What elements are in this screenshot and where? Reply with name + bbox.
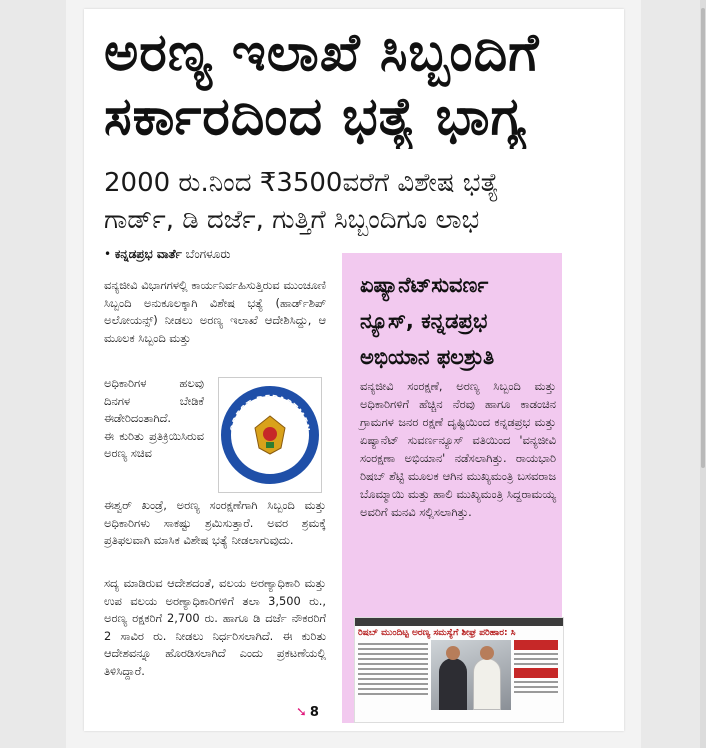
clipping-side-column (514, 640, 558, 710)
sidebar-headline (360, 267, 556, 375)
subheadline (104, 165, 614, 239)
inset-clipping (354, 617, 564, 723)
scrollbar-thumb[interactable] (701, 8, 705, 468)
headline-line-1: ಅರಣ್ಯ ಇಲಾಖೆ ಸಿಬ್ಬಂದಿಗೆ (104, 23, 540, 83)
byline-place: ಬೆಂಗಳೂರು (185, 247, 231, 261)
logo-bottom-text: KARNATAKA (241, 452, 299, 475)
clipping-text-column (358, 640, 428, 710)
clipping-title: ರಿಷಬ್ ಮುಂದಿಟ್ಟ ಅರಣ್ಯ ಸಮಸ್ಯೆಗೆ ಶೀಘ್ರ ಪರಿಹಾರ: ಸಿ (358, 628, 516, 638)
subheadline-line-2: ಗಾರ್ಡ್, ಡಿ ದರ್ಜೆ, ಗುತ್ತಿಗೆ ಸಿಬ್ಬಂದಿಗೂ ಲಾಭ (104, 205, 480, 235)
logo-top-text: OREST DEPARTMEN (229, 393, 311, 433)
sidebar-headline-line-1: ಏಷ್ಯಾನೆಟ್‌ಸುವರ್ಣ (360, 273, 489, 297)
article-paragraph-3: ಸದ್ಯ ಮಾಡಿರುವ ಆದೇಶದಂತೆ, ವಲಯ ಅರಣ್ಯಾಧಿಕಾರಿ ಮತ್ತು ಉಪ ವಲಯ ಅರಣ್ಯಾಧಿಕಾರಿಗಳಿಗೆ ತಲಾ 3,500 ರು., ಅರಣ್ಯ ರಕ್ಷಕರಿಗೆ 2,700 ರು. ಹಾಗೂ ಡಿ ದರ್ಜೆ ನೌಕರರಿಗೆ 2 ಸಾವಿರ ರು. ನೀಡಲು ನಿರ್ಧರಿಸಲಾಗಿದೆ. ಈ ಕುರಿತು ಆದೇಶವನ್ನೂ ಹೊರಡಿಸಲಾಗಿದೆ ಎಂದು ಪ್ರಕಟಣೆಯಲ್ಲಿ ತಿಳಿಸಿದ್ದಾರೆ. (104, 576, 326, 678)
article-paragraph-1b (104, 375, 204, 463)
article-paragraph-2: ಈಶ್ವರ್ ಖಂಡ್ರೆ, ಅರಣ್ಯ ಸಂರಕ್ಷಣೆಗಾಗಿ ಸಿಬ್ಬಂದಿ ಮತ್ತು ಅಧಿಕಾರಿಗಳು ಸಾಕಷ್ಟು ಶ್ರಮಿಸುತ್ತಾರೆ. ಅವರ ಶ್ರಮಕ್ಕೆ ಪ್ರತಿಫಲವಾಗಿ ಮಾಸಿಕ ವಿಶೇಷ ಭತ್ಯೆ ನೀಡಲಾಗುವುದು. (104, 498, 326, 548)
article-paragraph-1b-text: ಅಧಿಕಾರಿಗಳ ಹಲವು ದಿನಗಳ ಬೇಡಿಕೆ ಈಡೇರಿದಂತಾಗಿದೆ. (104, 376, 204, 426)
sidebar-headline-line-3: ಅಭಿಯಾನ ಫಲಶ್ರುತಿ (360, 345, 495, 369)
article-paragraph-2a-text: ಈ ಕುರಿತು ಪ್ರತಿಕ್ರಿಯಿಸಿರುವ ಅರಣ್ಯ ಸಚಿವ (104, 428, 204, 461)
byline-bullet: • (104, 247, 112, 261)
sidebar-headline-line-2: ನ್ಯೂಸ್, ಕನ್ನಡಪ್ರಭ (360, 309, 488, 333)
arrow-icon: ➘ (296, 705, 307, 720)
page-number-text: 8 (309, 705, 319, 720)
sidebar-text: ವನ್ಯಜೀವಿ ಸಂರಕ್ಷಣೆ, ಅರಣ್ಯ ಸಿಬ್ಬಂದಿ ಮತ್ತು ಅಧಿಕಾರಿಗಳಿಗೆ ಹೆಚ್ಚಿನ ನೆರವು ಹಾಗೂ ಕಾಡಂಚಿನ ಗ್ರಾಮಗಳ ಜನರ ರಕ್ಷಣೆ ದೃಷ್ಟಿಯಿಂದ ಕನ್ನಡಪ್ರಭ ಮತ್ತು ಏಷ್ಯಾನೆಟ್ ಸುವರ್ಣನ್ಯೂಸ್ ವತಿಯಿಂದ 'ವನ್ಯಜೀವಿ ಸಂರಕ್ಷಣಾ ಅಭಿಯಾನ' ನಡೆಸಲಾಗಿತ್ತು. ರಾಯಭಾರಿ ರಿಷಬ್ ಶೆಟ್ಟಿ ಮೂಲಕ ಆಗಿನ ಮುಖ್ಯಮಂತ್ರಿ ಬಸವರಾಜ ಬೊಮ್ಮಾಯಿ ಮತ್ತು ಹಾಲಿ ಮುಖ್ಯಮಂತ್ರಿ ಸಿದ್ದರಾಮಯ್ಯ ಅವರಿಗೆ ಮನವಿ ಸಲ್ಲಿಸಲಾಗಿತ್ತು. (360, 379, 556, 519)
clipping-photo (431, 640, 511, 710)
byline (104, 247, 344, 262)
continued-page-number[interactable] (296, 705, 319, 720)
scrollbar[interactable] (700, 0, 706, 748)
byline-source: ಕನ್ನಡಪ್ರಭ ವಾರ್ತೆ (114, 247, 182, 261)
headline (104, 21, 614, 149)
clipping-body (355, 640, 563, 710)
subheadline-line-1: 2000 ರು.ನಿಂದ ₹3500ವರೆಗೆ ವಿಶೇಷ ಭತ್ಯೆ (104, 168, 499, 198)
newspaper-clipping (84, 9, 624, 731)
forest-department-logo (218, 377, 322, 493)
article-paragraph-1: ವನ್ಯಜೀವಿ ವಿಭಾಗಗಳಲ್ಲಿ ಕಾರ್ಯನಿರ್ವಹಿಸುತ್ತಿರುವ ಮುಂಚೂಣಿ ಸಿಬ್ಬಂದಿ ಅನುಕೂಲಕ್ಕಾಗಿ ವಿಶೇಷ ಭತ್ಯೆ (ಹಾರ್ಡ್‌ಶಿಪ್ ಅಲೋಯನ್ಸ್) ನೀಡಲು ಅರಣ್ಯ ಇಲಾಖೆ ಆದೇಶಿಸಿದ್ದು, ಆ ಮೂಲಕ ಸಿಬ್ಬಂದಿ ಮತ್ತು (104, 278, 326, 345)
headline-line-2: ಸರ್ಕಾರದಿಂದ ಭತ್ಯೆ ಭಾಗ್ಯ (104, 87, 527, 147)
clipping-masthead-strip (355, 618, 563, 626)
